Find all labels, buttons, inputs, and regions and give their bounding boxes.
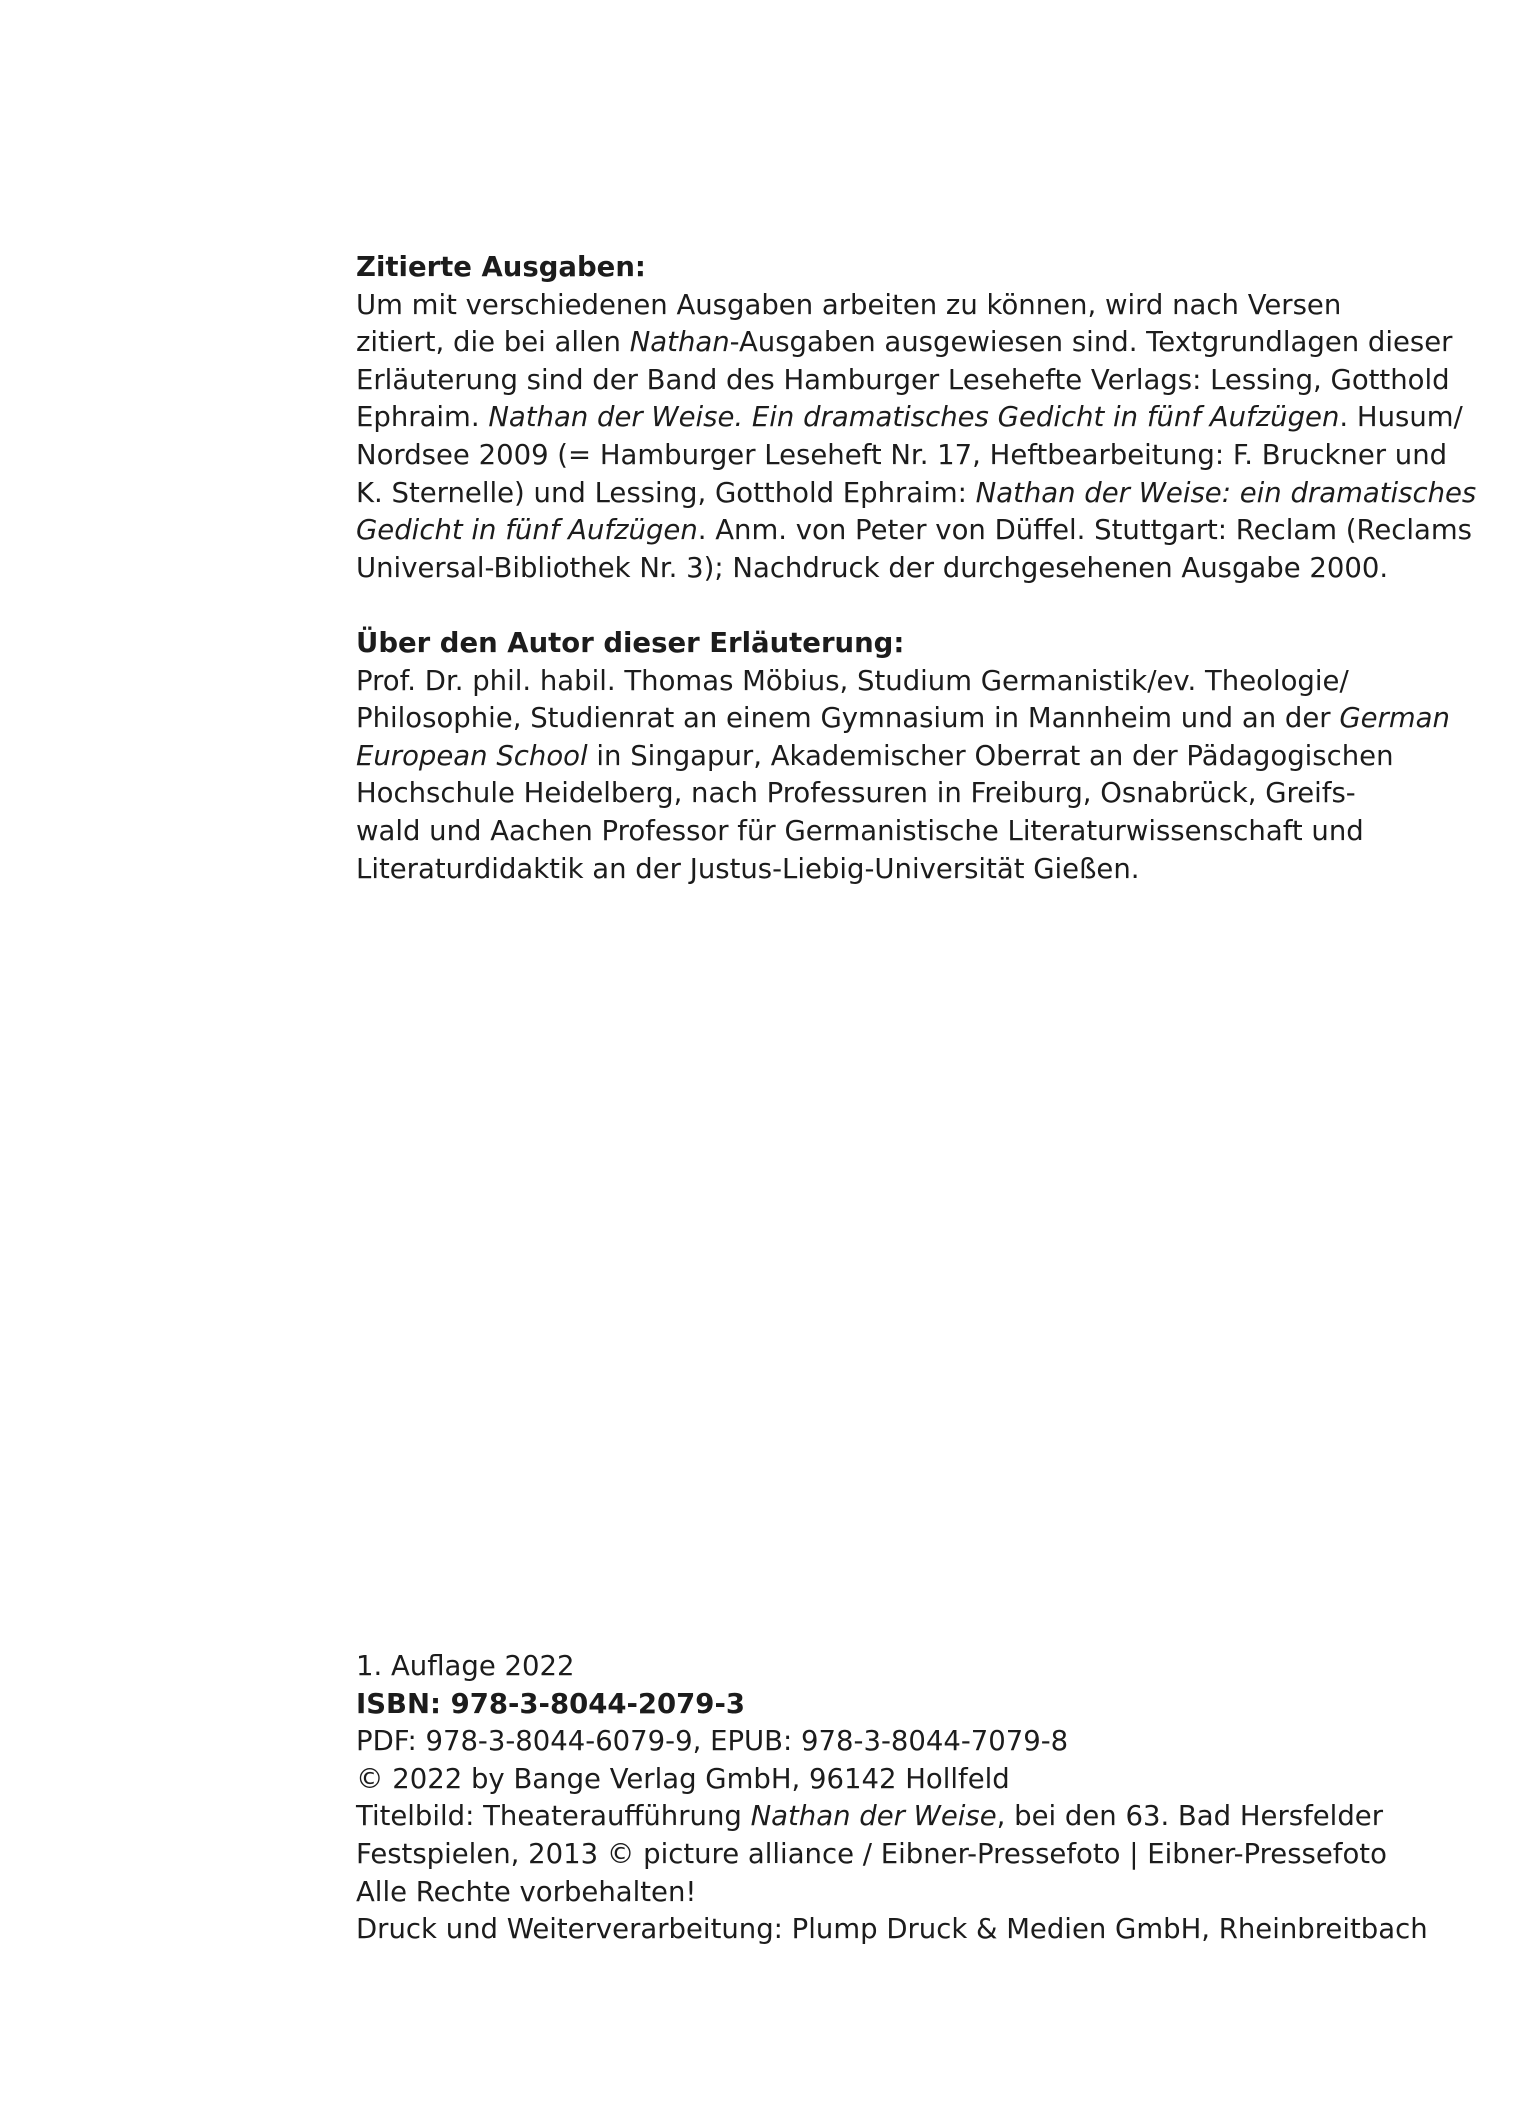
digital-isbn-line: PDF: 978-3-8044-6079-9, EPUB: 978-3-8044-7079-8: [356, 1725, 1069, 1758]
edition-line: 1. Auflage 2022: [356, 1650, 575, 1682]
text-line: Nordsee 2009 (= Hamburger Leseheft Nr. 17, Heftbearbeitung: F. Bruckner und: [356, 438, 1448, 471]
italic-title: Nathan: [629, 326, 730, 359]
text-line: Prof. Dr. phil. habil. Thomas Möbius, Studium Germanistik/ev. Theologie/: [356, 664, 1349, 697]
author-heading: Über den Autor dieser Erläuterung:: [356, 627, 905, 659]
cited-editions-section: [356, 249, 1477, 587]
italic-title: Nathan der Weise: ein dramatisches: [975, 476, 1477, 509]
text-line: European School in Singapur, Akademischer Oberrat an der Pädagogischen: [356, 739, 1394, 772]
imprint-section: [356, 1648, 1428, 1949]
text-line: Erläuterung sind der Band des Hamburger Lesehefte Verlags: Lessing, Gotthold: [356, 363, 1450, 396]
text-line: K. Sternelle) und Lessing, Gotthold Ephraim: Nathan der Weise: ein dramatisches: [356, 476, 1477, 509]
text-line: Festspielen, 2013 © picture alliance / Eibner-Pressefoto | Eibner-Pressefoto: [356, 1837, 1387, 1870]
text-line: Gedicht in fünf Aufzügen. Anm. von Peter von Düffel. Stuttgart: Reclam (Reclams: [356, 514, 1472, 547]
copyright-line: © 2022 by Bange Verlag GmbH, 96142 Hollfeld: [356, 1762, 1010, 1795]
text-line: Ephraim. Nathan der Weise. Ein dramatisches Gedicht in fünf Aufzügen. Husum/: [356, 401, 1463, 434]
italic-title: German: [1339, 702, 1450, 735]
italic-title: Gedicht in fünf Aufzügen: [356, 514, 698, 547]
text-line: Literaturdidaktik an der Justus-Liebig-Universität Gießen.: [356, 852, 1140, 885]
cited-editions-text: [356, 287, 1477, 588]
author-section: [356, 625, 1450, 888]
italic-title: Nathan der Weise: [750, 1800, 997, 1833]
printing-line: Druck und Weiterverarbeitung: Plump Druck & Medien GmbH, Rheinbreitbach: [356, 1913, 1428, 1946]
italic-title: European School: [356, 739, 588, 772]
text-line: wald und Aachen Professor für Germanistische Literaturwissenschaft und: [356, 814, 1364, 847]
cited-editions-heading: Zitierte Ausgaben:: [356, 251, 646, 283]
isbn-line: ISBN: 978-3-8044-2079-3: [356, 1687, 745, 1720]
text-line: Titelbild: Theateraufführung Nathan der Weise, bei den 63. Bad Hersfelder: [356, 1800, 1384, 1833]
text-line: Philosophie, Studienrat an einem Gymnasium in Mannheim und an der German: [356, 702, 1450, 735]
text-line: Universal-Bibliothek Nr. 3); Nachdruck der durchgesehenen Ausgabe 2000.: [356, 551, 1389, 584]
text-line: Hochschule Heidelberg, nach Professuren in Freiburg, Osnabrück, Greifs-: [356, 777, 1356, 810]
text-line: Um mit verschiedenen Ausgaben arbeiten zu können, wird nach Versen: [356, 288, 1342, 321]
text-line: zitiert, die bei allen Nathan-Ausgaben ausgewiesen sind. Textgrundlagen dieser: [356, 326, 1453, 359]
cover-credit-text: [356, 1798, 1416, 1873]
italic-title: Nathan der Weise. Ein dramatisches Gedicht in fünf Aufzügen: [488, 401, 1340, 434]
rights-line: Alle Rechte vorbehalten!: [356, 1875, 697, 1908]
author-bio-text: [356, 663, 1450, 889]
